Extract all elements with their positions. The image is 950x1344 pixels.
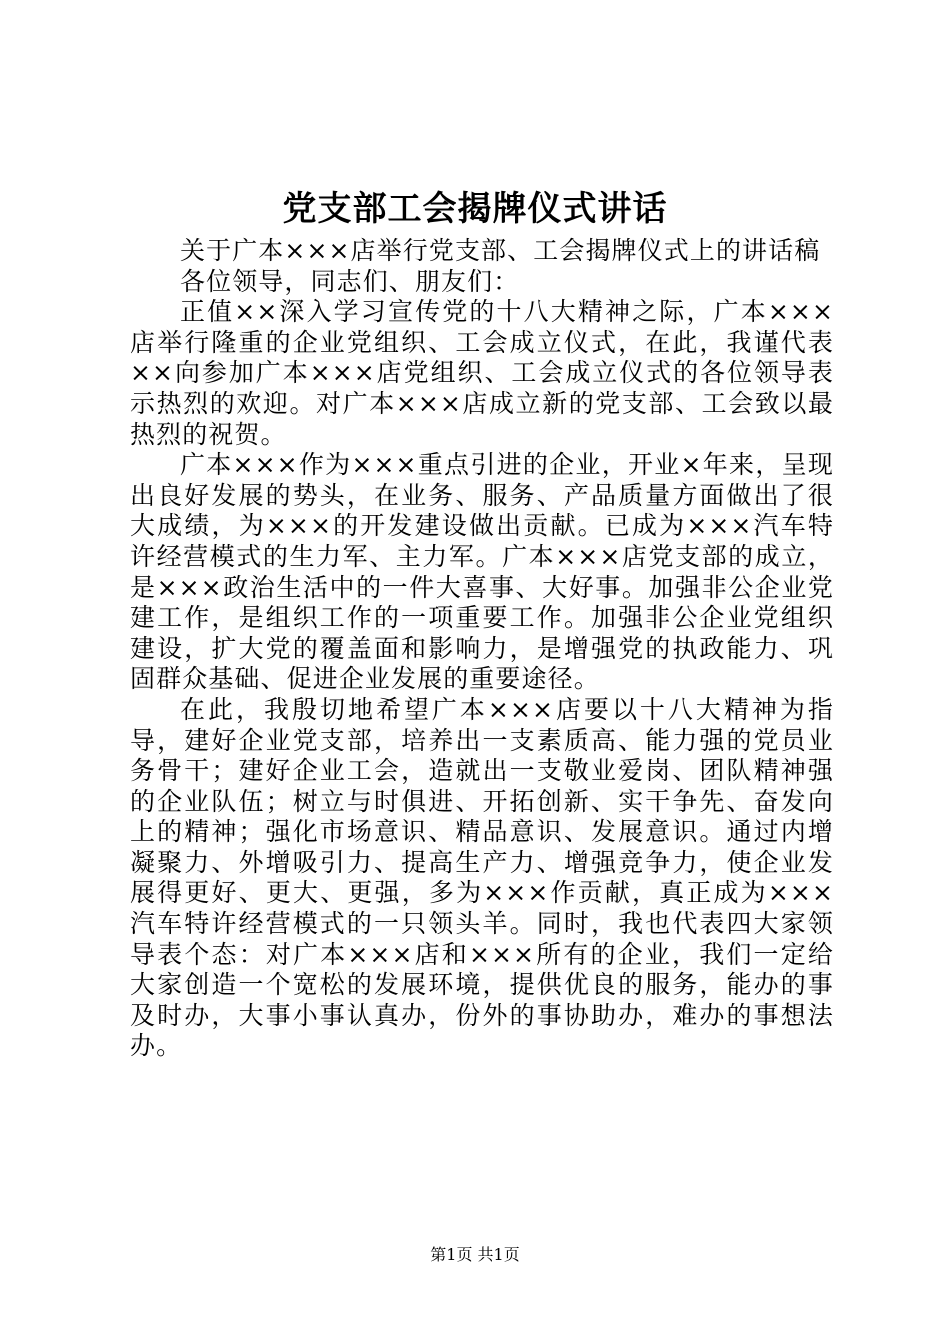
- paragraph-subtitle: 关于广本×××店举行党支部、工会揭牌仪式上的讲话稿: [180, 236, 821, 265]
- paragraph-achievements: 广本×××作为×××重点引进的企业，开业×年来，呈现出良好发展的势头，在业务、服务、产品质量方面做出了很大成绩，为×××的开发建设做出贡献。已成为×××汽车特许经营模式的生力军、主力军。广本×××店党支部的成立，是×××政治生活中的一件大喜事、大好事。加强非公企业党建工作，是组织工作的一项重要工作。加强非公企业党组织建设，扩大党的覆盖面和影响力，是增强党的执政能力、巩固群众基础、促进企业发展的重要途径。: [130, 450, 834, 694]
- page-footer: 第1页 共1页: [430, 1245, 520, 1264]
- paragraph-hopes: 在此，我殷切地希望广本×××店要以十八大精神为指导，建好企业党支部，培养出一支素质高、能力强的党员业务骨干；建好企业工会，造就出一支敬业爱岗、团队精神强的企业队伍；树立与时俱进、开拓创新、实干争先、奋发向上的精神；强化市场意识、精品意识、发展意识。通过内增凝聚力、外增吸引力、提高生产力、增强竞争力，使企业发展得更好、更大、更强，多为×××作贡献，真正成为×××汽车特许经营模式的一只领头羊。同时，我也代表四大家领导表个态：对广本×××店和×××所有的企业，我们一定给大家创造一个宽松的发展环境，提供优良的服务，能办的事及时办，大事小事认真办，份外的事协助办，难办的事想法办。: [130, 694, 834, 1061]
- paragraph-salutation: 各位领导，同志们、朋友们：: [180, 266, 520, 296]
- paragraph-welcome: 正值××深入学习宣传党的十八大精神之际，广本×××店举行隆重的企业党组织、工会成立仪式，在此，我谨代表××向参加广本×××店党组织、工会成立仪式的各位领导表示热烈的欢迎。对广本×××店成立新的党支部、工会致以最热烈的祝贺。: [130, 297, 834, 449]
- document-body: [130, 236, 834, 1062]
- document-title: 党支部工会揭牌仪式讲话: [282, 189, 668, 229]
